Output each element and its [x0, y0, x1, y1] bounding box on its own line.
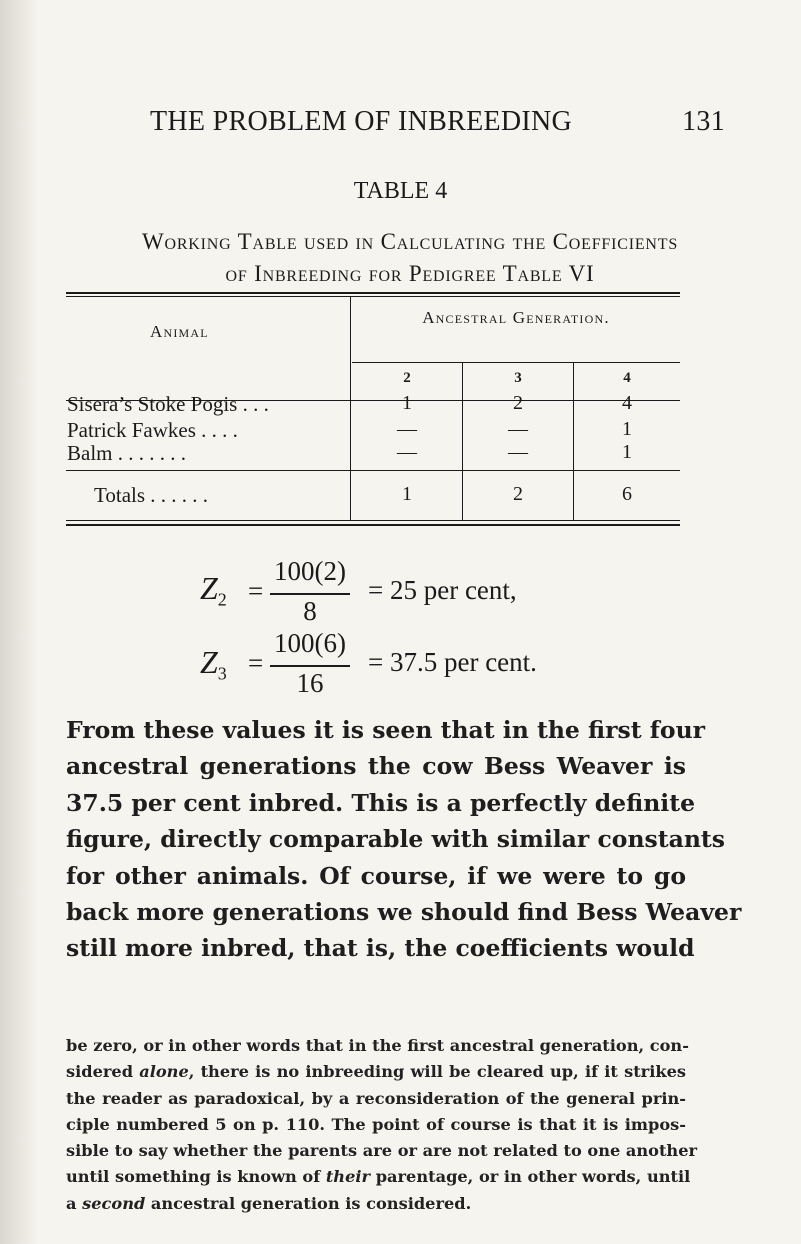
table-row-label: Balm . . . . . . .: [67, 441, 186, 465]
table-cell: 1: [622, 441, 632, 463]
inbreeding-working-table: [0, 0, 801, 540]
table-bottom-rule-thick: [66, 524, 680, 526]
equals-sign: =: [248, 648, 264, 678]
header-gen-4: 4: [623, 370, 631, 386]
table-caption-line-1: Working Table used in Calculating the Coefficients: [141, 229, 679, 254]
totals-label: Totals . . . . . .: [94, 483, 209, 507]
paragraph-line: sible to say whether the parents are or are not related to one another: [66, 1141, 698, 1161]
table-cell: —: [397, 418, 417, 440]
header-gen-3: 3: [514, 370, 522, 386]
emphasis-second: second: [82, 1193, 146, 1213]
paragraph-line: for other animals. Of course, if we were to go: [66, 861, 686, 890]
equation-numerator: 100(6): [274, 628, 346, 658]
paragraph-line: figure, directly comparable with similar constants: [66, 825, 726, 854]
paragraph-line: until something is known of their parentage, or in other words, until: [66, 1167, 691, 1187]
totals-top-rule: [66, 470, 680, 471]
paragraph-line: back more generations we should find Bess Weaver: [66, 898, 742, 927]
running-head-title: THE PROBLEM OF INBREEDING: [150, 106, 573, 137]
fraction-bar: [270, 593, 350, 595]
emphasis-their: their: [325, 1167, 371, 1187]
paragraph-line: From these values it is seen that in the first four: [66, 716, 706, 744]
header-animal: Animal: [150, 322, 209, 341]
fraction-bar: [270, 665, 350, 667]
table-cell: 2: [513, 392, 523, 414]
animal-column-divider: [350, 297, 351, 520]
equation-subscript: 2: [217, 589, 227, 610]
table-bottom-rule: [66, 520, 680, 521]
table-cell: 4: [622, 392, 632, 414]
table-top-rule-thin: [66, 296, 680, 297]
equation-result: = 37.5 per cent.: [368, 647, 537, 677]
body-paragraph-small: [66, 1033, 698, 1217]
equation-variable: Z: [200, 644, 218, 680]
table-row-label: Sisera’s Stoke Pogis . . .: [67, 392, 269, 416]
totals-cell: 6: [622, 483, 632, 505]
table-cell: 1: [622, 418, 632, 440]
table-row-label: Patrick Fawkes . . . .: [67, 418, 238, 442]
table-cell: —: [508, 441, 528, 463]
equation-denominator: 8: [303, 596, 317, 626]
table-cell: —: [508, 418, 528, 440]
emphasis-alone: alone: [139, 1062, 189, 1082]
equation-numerator: 100(2): [274, 556, 346, 586]
totals-cell: 2: [513, 483, 523, 505]
table-caption-line-2: of Inbreeding for Pedigree Table VI: [225, 261, 595, 286]
paragraph-line: be zero, or in other words that in the first ancestral generation, con-: [66, 1036, 689, 1055]
header-ancestral-generation: Ancestral Generation.: [422, 308, 610, 327]
equation-denominator: 16: [296, 668, 324, 698]
equation-result: = 25 per cent,: [368, 575, 517, 605]
equals-sign: =: [248, 576, 264, 606]
header-gen-2: 2: [403, 370, 411, 386]
table-label: TABLE 4: [353, 178, 448, 204]
table-cell: —: [397, 441, 417, 463]
table-top-rule: [66, 292, 680, 294]
equation-subscript: 3: [217, 663, 227, 684]
paragraph-line: still more inbred, that is, the coefficients would: [66, 934, 695, 963]
paragraph-line: 37.5 per cent inbred. This is a perfectly definite: [66, 788, 696, 817]
paragraph-line: ciple numbered 5 on p. 110. The point of course is that it is impos-: [66, 1114, 686, 1134]
paragraph-line: a second ancestral generation is considered.: [66, 1193, 472, 1213]
equation-variable: Z: [200, 570, 218, 606]
page-number: 131: [682, 106, 725, 137]
body-paragraph-large: [66, 712, 742, 967]
paragraph-line: ancestral generations the cow Bess Weaver is: [66, 752, 686, 781]
table-cell: 1: [402, 392, 412, 414]
paragraph-line: the reader as paradoxical, by a reconsideration of the general prin-: [66, 1088, 686, 1108]
generation-header-rule: [352, 362, 680, 363]
paragraph-line: sidered alone, there is no inbreeding will be cleared up, if it strikes: [66, 1062, 686, 1082]
totals-cell: 1: [402, 483, 412, 505]
